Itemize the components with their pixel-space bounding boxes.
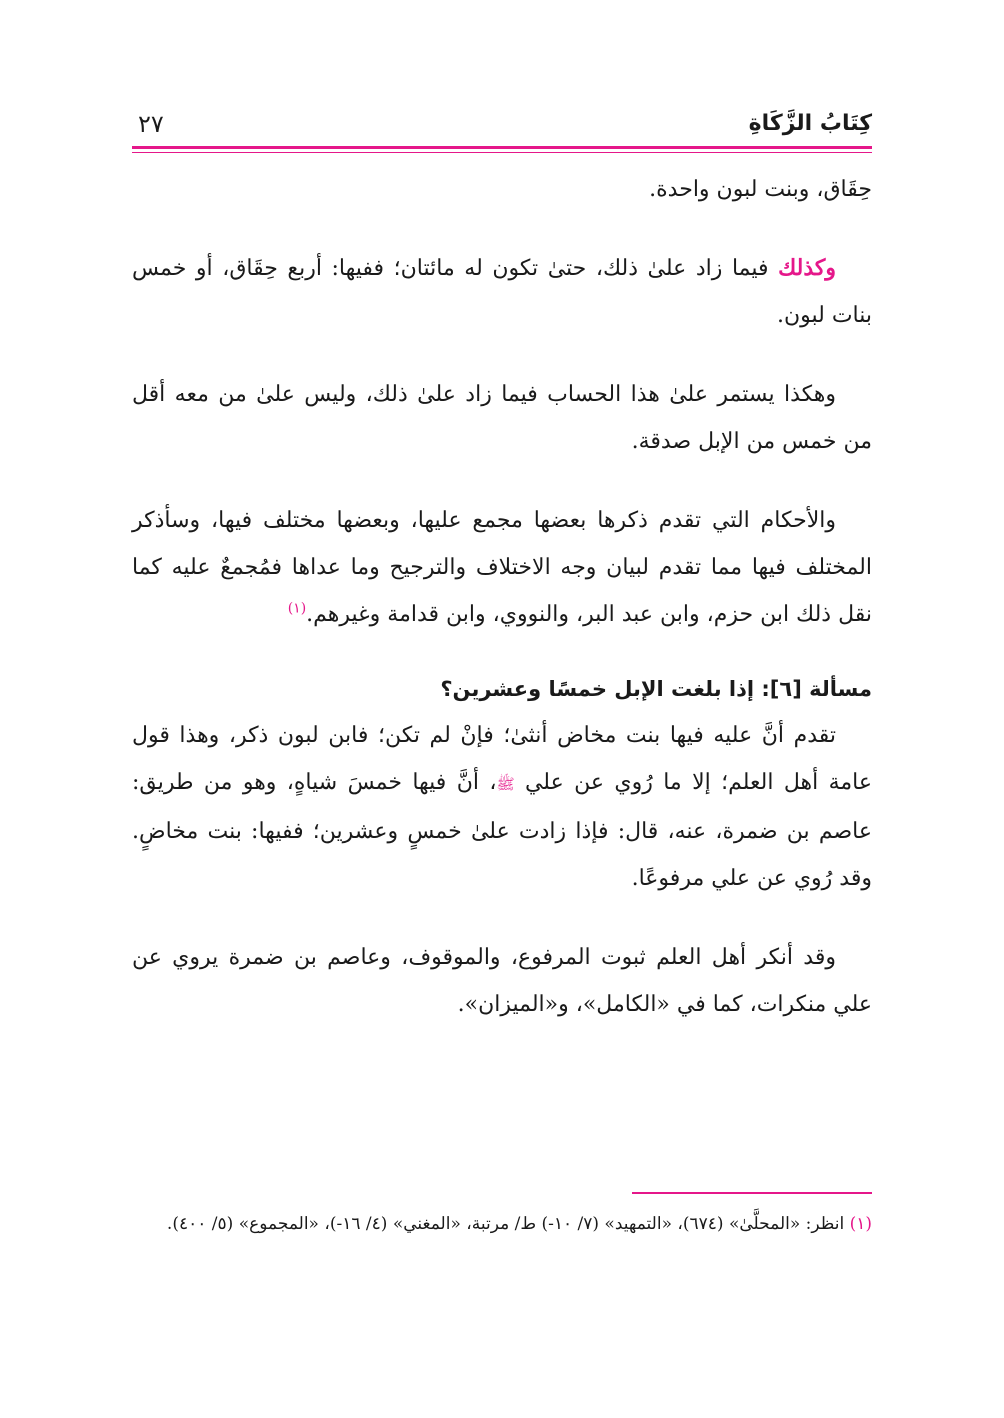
- paragraph-5: [132, 712, 872, 902]
- book-title: كِتَابُ الزَّكَاةِ: [748, 111, 872, 136]
- header-divider-thin: [132, 152, 872, 153]
- paragraph-6: وقد أنكر أهل العلم ثبوت المرفوع، والموقوف، وعاصم بن ضمرة يروي عن علي منكرات، كما في «الكامل»، و«الميزان».: [132, 945, 872, 1017]
- section-heading: مسألة [٦]: إذا بلغت الإبل خمسًا وعشرين؟: [440, 677, 872, 701]
- paragraph-2: [132, 245, 872, 339]
- paragraph-4: [132, 497, 872, 638]
- footnote-reference[interactable]: (١): [287, 600, 307, 617]
- paragraph-4-text: والأحكام التي تقدم ذكرها بعضها مجمع عليها، وبعضها مختلف فيها، وسأذكر المختلف فيها مما تقدم لبيان وجه الاختلاف والترجيح وما عداها فمُجمعٌ عليه كما نقل ذلك ابن حزم، وابن عبد البر، والنووي، وابن قدامة وغيرهم.: [132, 508, 872, 627]
- paragraph-5-text-b: ، أنَّ فيها خمسَ شياهٍ، وهو من طريق: عاصم بن ضمرة، عنه، قال: فإذا زادت علىٰ خمسٍ وعشرين؛ ففيها: بنت مخاضٍ. وقد رُوي عن علي مرفوعًا.: [132, 770, 872, 891]
- honorific-glyph: ﷺ: [496, 775, 515, 793]
- page-header: [132, 104, 872, 144]
- page-number: ٢٧: [138, 110, 164, 138]
- footnote-1: [132, 1206, 872, 1242]
- page-body: [132, 166, 872, 1028]
- paragraph-2-text: فيما زاد علىٰ ذلك، حتىٰ تكون له مائتان؛ ففيها: أربع حِقَاق، أو خمس بنات لبون.: [132, 256, 872, 328]
- paragraph-5-text-a: تقدم أنَّ عليه فيها بنت مخاض أنثىٰ؛ فإنْ لم تكن؛ فابن لبون ذكر، وهذا قول عامة أهل العلم؛ إلا ما رُوي عن علي: [132, 723, 873, 795]
- header-divider-thick: [132, 146, 872, 149]
- footnote-text: انظر: «المحلَّىٰ» (٦٧٤)، «التمهيد» (٧/ ١٠-) ط/ مرتبة، «المغني» (٤/ ١٦-)، «المجموع» (٥/ ٤٠٠).: [166, 1214, 850, 1234]
- footnote-number: (١): [849, 1214, 872, 1234]
- footnote-divider: [632, 1192, 872, 1194]
- paragraph-3: وهكذا يستمر علىٰ هذا الحساب فيما زاد علىٰ ذلك، وليس علىٰ من معه أقل من خمس من الإبل صدقة.: [132, 382, 872, 454]
- footnotes-section: [132, 1206, 872, 1242]
- highlighted-lead-word: وكذلك: [778, 255, 836, 281]
- paragraph-1: حِقَاق، وبنت لبون واحدة.: [649, 177, 872, 202]
